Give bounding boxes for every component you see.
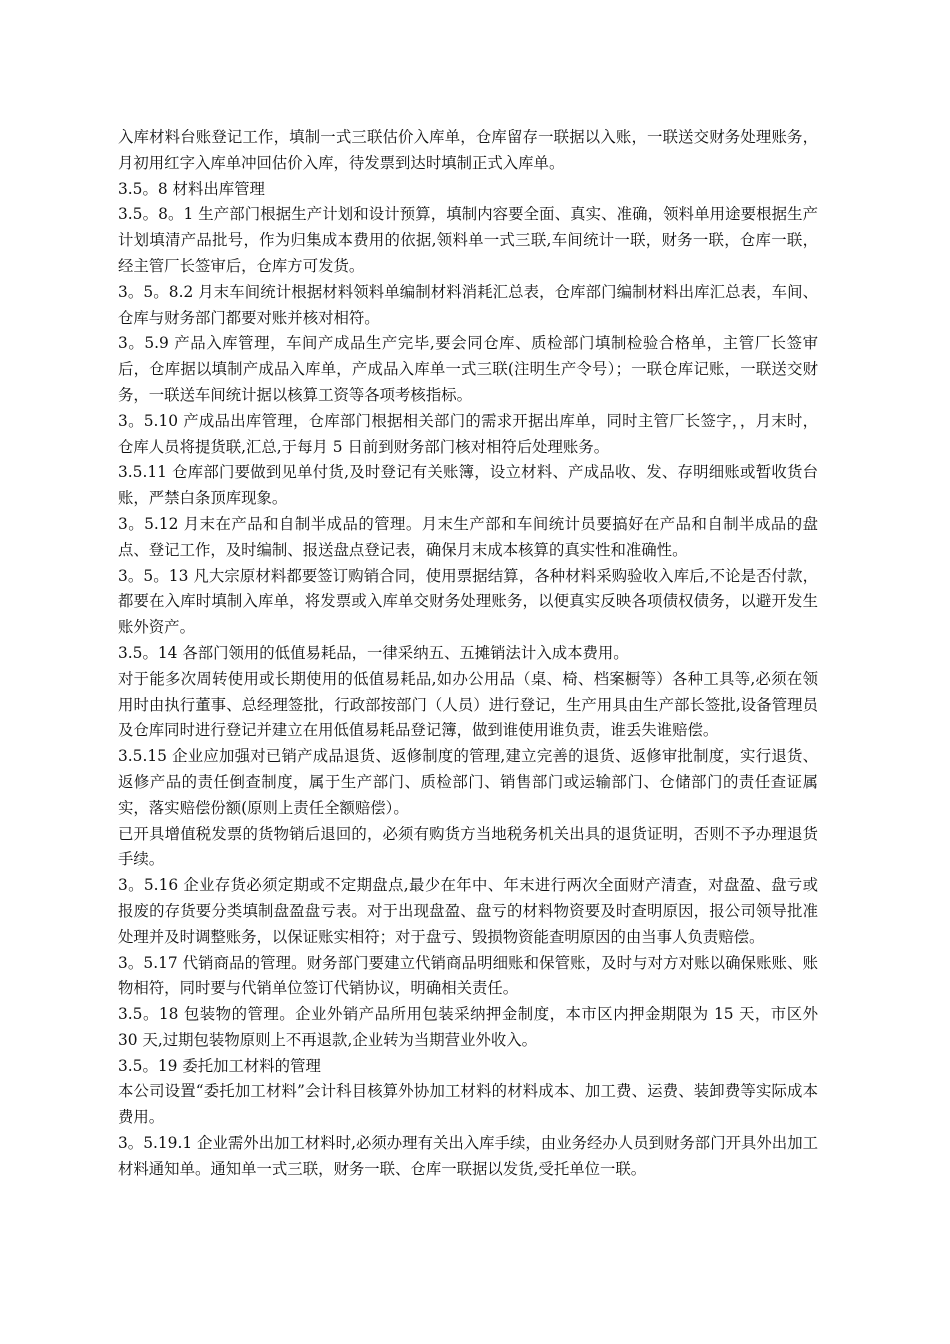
paragraph: 3。5。13 凡大宗原材料都要签订购销合同，使用票据结算，各种材料采购验收入库后,不论是否付款，都要在入库时填制入库单，将发票或入库单交财务处理账务，以便真实反映各项债权债务，以避开发生账外资产。: [118, 566, 818, 637]
paragraph: 3。5.10 产成品出库管理，仓库部门根据相关部门的需求开据出库单，同时主管厂长签字，，月末时，仓库人员将提货联,汇总,于每月 5 日前到财务部门核对相符后处理账务。: [118, 411, 818, 456]
section-heading: 3.5。19 委托加工材料的管理: [118, 1056, 321, 1075]
paragraph: 3.5.15 企业应加强对已销产成品退货、返修制度的管理,建立完善的退货、返修审批制度，实行退货、返修产品的责任倒查制度，属于生产部门、质检部门、销售部门或运输部门、仓储部门的责任查证属实，落实赔偿份额(原则上责任全额赔偿）。: [118, 747, 818, 817]
paragraph: 3。5。8.2 月末车间统计根据材料领料单编制材料消耗汇总表，仓库部门编制材料出库汇总表，车间、仓库与财务部门都要对账并核对相符。: [118, 282, 818, 327]
paragraph: 本公司设置“委托加工材料”会计科目核算外协加工材料的材料成本、加工费、运费、装卸费等实际成本费用。: [118, 1082, 818, 1127]
paragraph: 3。5.12 月末在产品和自制半成品的管理。月末生产部和车间统计员要搞好在产品和自制半成品的盘点、登记工作，及时编制、报送盘点登记表，确保月末成本核算的真实性和准确性。: [118, 514, 818, 559]
paragraph: 对于能多次周转使用或长期使用的低值易耗品,如办公用品（桌、椅、档案橱等）各种工具等,必须在领用时由执行董事、总经理签批，行政部按部门（人员）进行登记，生产用具由生产部长签批,设备管理员及仓库同时进行登记并建立在用低值易耗品登记簿，做到谁使用谁负责，谁丢失谁赔偿。: [118, 669, 818, 740]
document-body: [118, 125, 818, 1183]
paragraph: 3.5。14 各部门领用的低值易耗品，一律采纳五、五摊销法计入成本费用。: [118, 643, 629, 662]
paragraph: 已开具增值税发票的货物销后退回的，必须有购货方当地税务机关出具的退货证明，否则不予办理退货手续。: [118, 824, 818, 869]
paragraph: 入库材料台账登记工作，填制一式三联估价入库单，仓库留存一联据以入账，一联送交财务处理账务，月初用红字入库单冲回估价入库，待发票到达时填制正式入库单。: [118, 128, 818, 172]
paragraph: 3.5。18 包装物的管理。企业外销产品所用包装采纳押金制度，本市区内押金期限为 15 天，市区外 30 天,过期包装物原则上不再退款,企业转为当期营业外收入。: [118, 1005, 818, 1049]
paragraph: 3。5.9 产品入库管理，车间产成品生产完毕,要会同仓库、质检部门填制检验合格单，主管厂长签审后，仓库据以填制产成品入库单，产成品入库单一式三联(注明生产令号）；一联仓库记账，一联送交财务，一联送车间统计据以核算工资等各项考核指标。: [118, 334, 818, 404]
paragraph: 3。5.17 代销商品的管理。财务部门要建立代销商品明细账和保管账，及时与对方对账以确保账账、账物相符，同时要与代销单位签订代销协议，明确相关责任。: [118, 953, 818, 998]
paragraph: 3.5.11 仓库部门要做到见单付货,及时登记有关账簿，设立材料、产成品收、发、存明细账或暂收货台账，严禁白条顶库现象。: [118, 463, 818, 508]
paragraph: 3。5.16 企业存货必须定期或不定期盘点,最少在年中、年末进行两次全面财产清查，对盘盈、盘亏或报废的存货要分类填制盘盈盘亏表。对于出现盘盈、盘亏的材料物资要及时查明原因，报公司领导批准处理并及时调整账务，以保证账实相符；对于盘亏、毁损物资能查明原因的由当事人负责赔偿。: [118, 876, 818, 946]
paragraph: 3.5。8。1 生产部门根据生产计划和设计预算，填制内容要全面、真实、准确，领料单用途要根据生产计划填清产品批号，作为归集成本费用的依据,领料单一式三联,车间统计一联，财务一联，仓库一联，经主管厂长签审后，仓库方可发货。: [118, 205, 818, 275]
section-heading: 3.5。8 材料出库管理: [118, 179, 265, 198]
paragraph: 3。5.19.1 企业需外出加工材料时,必须办理有关出入库手续，由业务经办人员到财务部门开具外出加工材料通知单。通知单一式三联，财务一联、仓库一联据以发货,受托单位一联。: [118, 1134, 818, 1178]
